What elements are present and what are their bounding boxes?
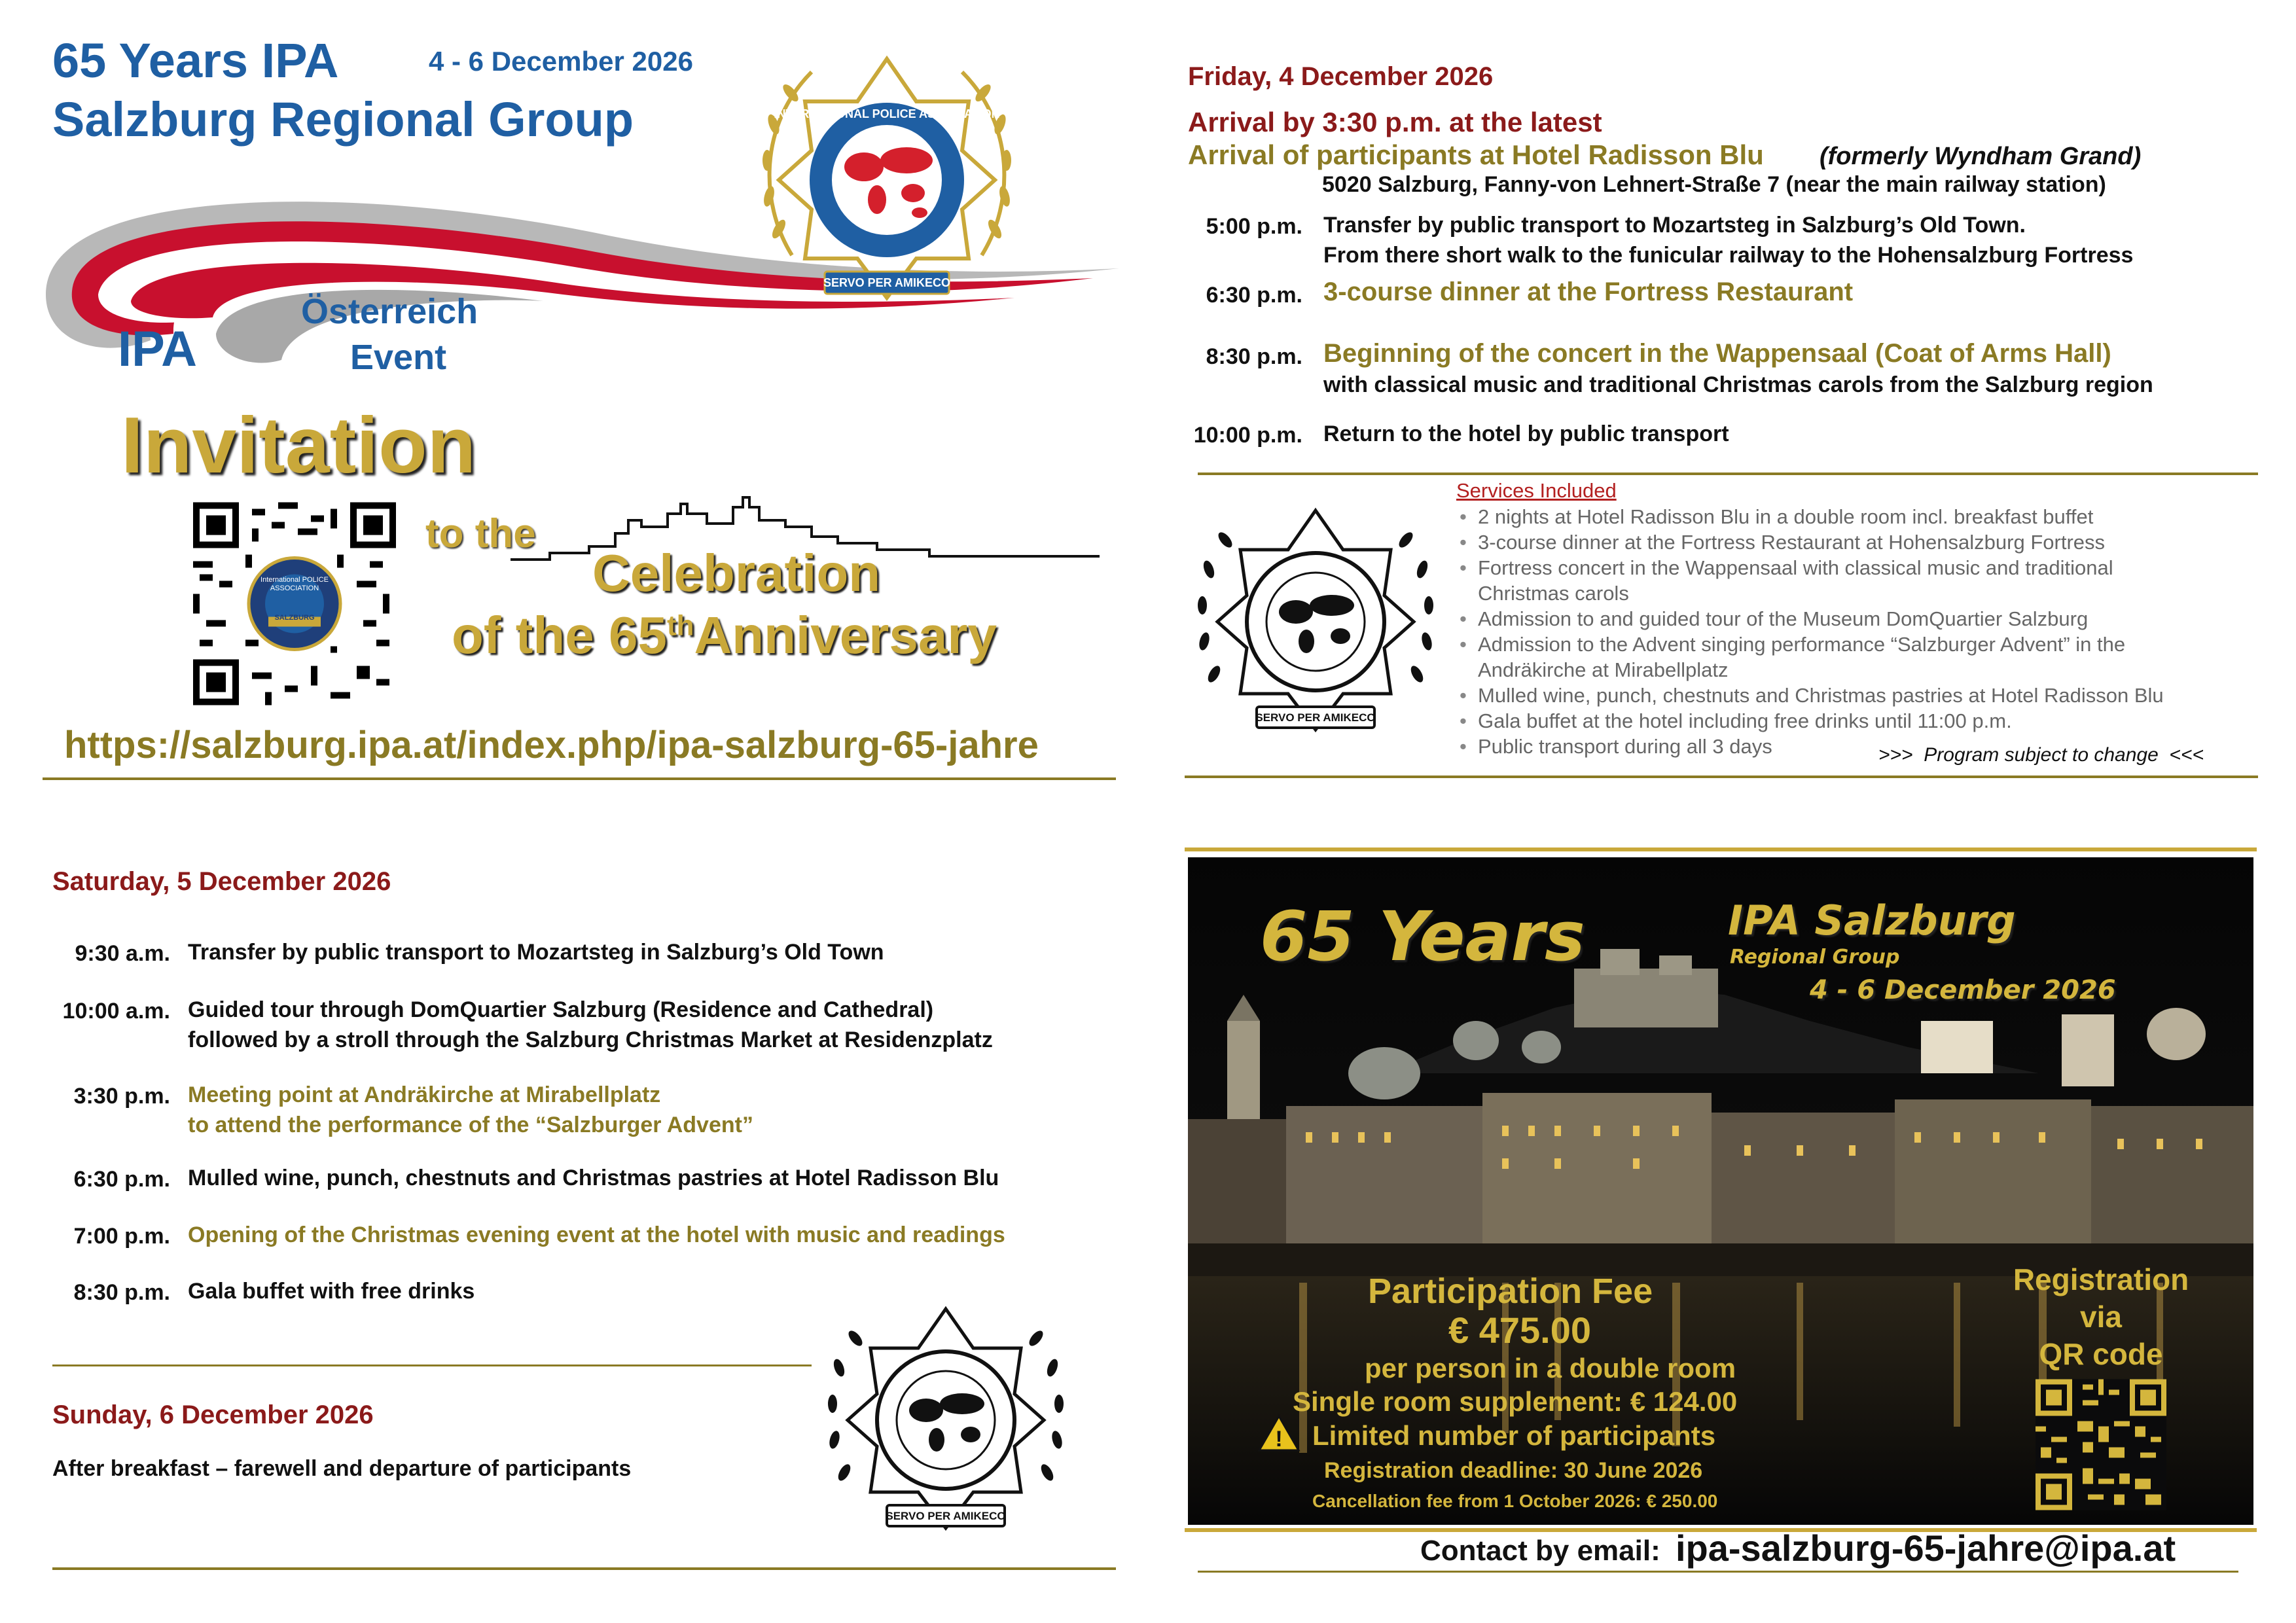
services-heading: Services Included [1456,479,1617,502]
contact-label: Contact by email: [1420,1535,1660,1567]
saturday-item-3-line1: Meeting point at Andräkirche at Mirabellplatz [188,1082,661,1107]
event-label: Event [350,338,447,377]
service-item-7: • Gala buffet at the hotel including free drinks until 11:00 p.m. [1460,708,2245,734]
poster-years: 65 Years [1260,897,1585,976]
friday-item-3-line1: Beginning of the concert in the Wappensaal (Coat of Arms Hall) [1323,339,2111,368]
service-item-4: • Admission to and guided tour of the Museum DomQuartier Salzburg [1460,606,2245,632]
service-item-3: • Fortress concert in the Wappensaal with classical music and traditional Christmas carols [1460,555,2132,606]
saturday-item-2-line2: followed by a stroll through the Salzburg Christmas Market at Residenzplatz [188,1027,993,1052]
qr-code-registration[interactable] [2036,1378,2166,1512]
saturday-time-1: 9:30 a.m. [75,941,170,966]
poster-limited: Limited number of participants [1312,1420,1716,1451]
poster-regional-group: Regional Group [1730,946,1900,969]
ipa-gold-logo [753,39,1021,314]
saturday-item-2-line1: Guided tour through DomQuartier Salzburg (Residence and Cathedral) [188,997,934,1022]
poster-via: via [2080,1300,2122,1334]
header-divider [43,777,1116,780]
saturday-time-2: 10:00 a.m. [62,999,170,1024]
friday-item-1-line1: Transfer by public transport to Mozartsteg in Salzburg’s Old Town. [1323,213,2026,238]
th-superscript: th [666,609,694,642]
anniversary-text: Anniversary [694,606,997,664]
contact-divider [1198,1571,2238,1573]
title-line1: 65 Years IPA [52,33,339,88]
gold-logo-motto: SERVO PER AMIKECO [823,276,951,289]
service-item-5: • Admission to the Advent singing performance “Salzburger Advent” in the Andräkirche at Mirabellplatz [1460,632,2132,683]
friday-time-1: 5:00 p.m. [1206,214,1302,239]
saturday-time-4: 6:30 p.m. [73,1167,170,1192]
contact-email[interactable]: ipa-salzburg-65-jahre@ipa.at [1676,1527,2176,1569]
saturday-item-4-line1: Mulled wine, punch, chestnuts and Christmas pastries at Hotel Radisson Blu [188,1166,999,1190]
saturday-item-1-line1: Transfer by public transport to Mozartsteg in Salzburg’s Old Town [188,940,884,965]
poster-fee-amount: € 475.00 [1448,1310,1591,1351]
celebration-text: Celebration [592,544,881,602]
poster [1188,857,2253,1525]
website-url[interactable]: https://salzburg.ipa.at/index.php/ipa-salzburg-65-jahre [64,724,1039,766]
friday-address: 5020 Salzburg, Fanny-von Lehnert-Straße 7 (near the main railway station) [1322,172,2106,197]
saturday-item-6-line1: Gala buffet with free drinks [188,1279,475,1304]
poster-fee-heading: Participation Fee [1368,1272,1653,1311]
poster-cancellation: Cancellation fee from 1 October 2026: € 250.00 [1312,1491,1718,1511]
sunday-logo-motto: SERVO PER AMIKECO [886,1510,1006,1522]
friday-time-3: 8:30 p.m. [1206,344,1302,369]
saturday-divider [52,1364,812,1366]
poster-per-person: per person in a double room [1365,1353,1736,1383]
friday-item-1-line2: From there short walk to the funicular railway to the Hohensalzburg Fortress [1323,243,2134,268]
service-item-2: • 3-course dinner at the Fortress Restaurant at Hohensalzburg Fortress [1460,529,2245,555]
header-date: 4 - 6 December 2026 [429,46,693,77]
friday-item-4-line1: Return to the hotel by public transport [1323,421,1729,446]
sunday-divider [52,1567,1116,1570]
services-list [1460,504,2245,759]
poster-ipa-salzburg: IPA Salzburg [1728,897,2016,944]
poster-date: 4 - 6 December 2026 [1810,975,2116,1005]
invitation-title: Invitation [121,401,476,490]
saturday-heading: Saturday, 5 December 2026 [52,867,391,896]
sunday-text: After breakfast – farewell and departure of participants [52,1456,632,1481]
oesterreich-label: Österreich [301,292,478,331]
friday-time-4: 10:00 p.m. [1193,423,1302,448]
saturday-time-3: 3:30 p.m. [73,1084,170,1109]
poster-single-supplement: Single room supplement: € 124.00 [1293,1386,1738,1417]
title-line2: Salzburg Regional Group [52,92,634,147]
warning-symbol: ! [1275,1427,1283,1452]
ipa-label: IPA [118,321,198,377]
qr-logo-text-top: International POLICE ASSOCIATION [260,576,329,592]
ipa-black-logo-sunday [815,1283,1077,1544]
qr-logo-text-bottom: SALZBURG [274,614,315,622]
service-item-1: • 2 nights at Hotel Radisson Blu in a double room incl. breakfast buffet [1460,504,2245,529]
poster-deadline: Registration deadline: 30 June 2026 [1324,1458,1703,1483]
saturday-time-6: 8:30 p.m. [73,1280,170,1305]
poster-qr-code-label: QR code [2039,1337,2163,1371]
friday-time-2: 6:30 p.m. [1206,283,1302,308]
ipa-black-logo-services [1185,484,1446,746]
friday-item-3-line2: with classical music and traditional Christmas carols from the Salzburg region [1323,372,2153,397]
anniversary-line [452,605,997,666]
friday-arrival-latest: Arrival by 3:30 p.m. at the latest [1188,107,1602,137]
saturday-time-5: 7:00 p.m. [73,1224,170,1249]
gold-logo-ring-text: INTERNATIONAL POLICE ASSOCIATION [774,107,1000,120]
saturday-item-5-line1: Opening of the Christmas evening event at the hotel with music and readings [188,1222,1005,1247]
friday-formerly: (formerly Wyndham Grand) [1820,143,2142,170]
service-item-8: • Public transport during all 3 days [1460,734,2245,759]
services-divider [1185,776,2258,778]
service-item-6: • Mulled wine, punch, chestnuts and Christmas pastries at Hotel Radisson Blu [1460,683,2245,708]
program-note: >>> Program subject to change <<< [1878,744,2204,766]
friday-arrival-hotel: Arrival of participants at Hotel Radisson Blu [1188,139,1764,170]
poster-top-rule [1185,847,2257,851]
saturday-item-3-line2: to attend the performance of the “Salzburger Advent” [188,1113,753,1137]
of-the-text: of the 65 [452,606,667,664]
friday-divider [1198,473,2258,475]
friday-item-2-line1: 3-course dinner at the Fortress Restaurant [1323,277,1854,306]
header-block [0,0,1148,812]
qr-code-website[interactable] [193,501,396,707]
services-logo-motto: SERVO PER AMIKECO [1255,711,1376,724]
to-the-text: to the [425,511,536,556]
friday-heading: Friday, 4 December 2026 [1188,62,1494,91]
sunday-heading: Sunday, 6 December 2026 [52,1400,374,1429]
poster-registration: Registration [2013,1262,2189,1296]
warning-triangle-icon [1257,1414,1301,1453]
